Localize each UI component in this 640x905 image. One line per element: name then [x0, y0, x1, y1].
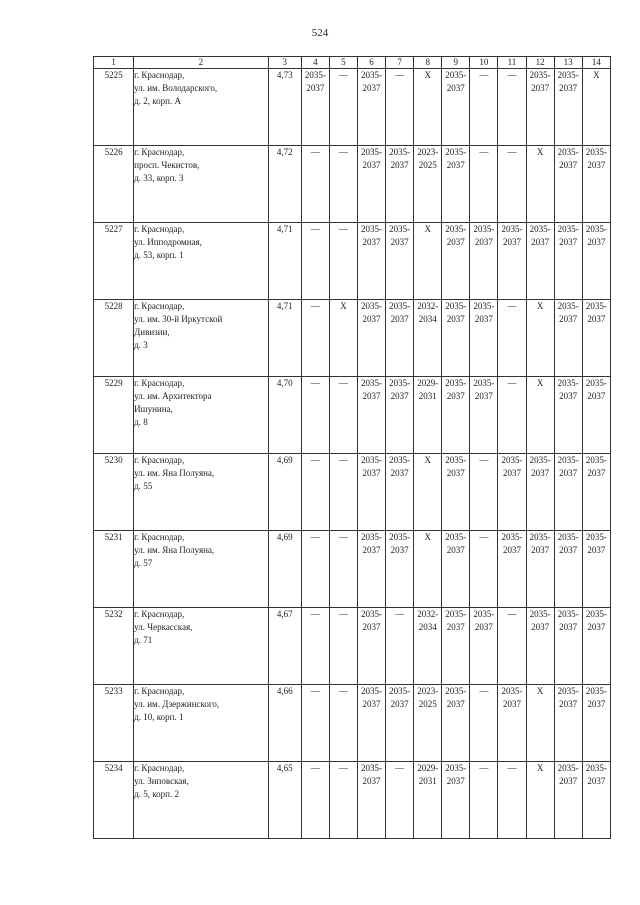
- row-number: 5230: [94, 454, 134, 531]
- table-row: [94, 531, 611, 608]
- row-number: 5232: [94, 608, 134, 685]
- period-cell-col-7: 2035- 2037: [386, 146, 414, 223]
- period-cell-col-8: 2029- 2031: [414, 762, 442, 839]
- period-cell-col-11: —: [498, 146, 526, 223]
- period-cell-col-13: 2035- 2037: [554, 608, 582, 685]
- value-cell: 4,66: [268, 685, 301, 762]
- column-header-11: 11: [498, 57, 526, 69]
- period-cell-col-5: —: [329, 608, 357, 685]
- address-line: ул. им. Володарского,: [134, 83, 218, 93]
- value-cell: 4,65: [268, 762, 301, 839]
- address-line: г. Краснодар,: [134, 224, 185, 234]
- period-cell-col-14: 2035- 2037: [582, 300, 610, 377]
- period-cell-col-10: 2035- 2037: [470, 223, 498, 300]
- address-cell: [134, 300, 269, 377]
- period-cell-col-13: 2035- 2037: [554, 69, 582, 146]
- period-cell-col-9: 2035- 2037: [442, 300, 470, 377]
- column-header-5: 5: [329, 57, 357, 69]
- address-line: г. Краснодар,: [134, 70, 185, 80]
- address-line: д. 55: [134, 481, 153, 491]
- period-cell-col-11: 2035- 2037: [498, 223, 526, 300]
- value-cell: 4,72: [268, 146, 301, 223]
- value-cell: 4,71: [268, 223, 301, 300]
- row-number: 5227: [94, 223, 134, 300]
- period-cell-col-6: 2035- 2037: [357, 685, 385, 762]
- period-cell-col-13: 2035- 2037: [554, 377, 582, 454]
- period-cell-col-4: —: [301, 377, 329, 454]
- period-cell-col-5: —: [329, 531, 357, 608]
- period-cell-col-7: 2035- 2037: [386, 531, 414, 608]
- period-cell-col-12: 2035- 2037: [526, 608, 554, 685]
- period-cell-col-7: 2035- 2037: [386, 223, 414, 300]
- period-cell-col-6: 2035- 2037: [357, 377, 385, 454]
- value-cell: 4,69: [268, 531, 301, 608]
- period-cell-col-9: 2035- 2037: [442, 685, 470, 762]
- period-cell-col-7: 2035- 2037: [386, 300, 414, 377]
- period-cell-col-14: 2035- 2037: [582, 608, 610, 685]
- address-cell: [134, 685, 269, 762]
- column-header-6: 6: [357, 57, 385, 69]
- address-cell: [134, 69, 269, 146]
- period-cell-col-9: 2035- 2037: [442, 762, 470, 839]
- address-line: г. Краснодар,: [134, 147, 185, 157]
- value-cell: 4,67: [268, 608, 301, 685]
- column-header-2: 2: [134, 57, 269, 69]
- period-cell-col-11: —: [498, 762, 526, 839]
- address-line: ул. им. 30-й Иркутской: [134, 314, 223, 324]
- row-number: 5233: [94, 685, 134, 762]
- address-line: просп. Чекистов,: [134, 160, 200, 170]
- period-cell-col-13: 2035- 2037: [554, 146, 582, 223]
- period-cell-col-5: —: [329, 69, 357, 146]
- period-cell-col-14: 2035- 2037: [582, 762, 610, 839]
- period-cell-col-11: —: [498, 300, 526, 377]
- address-line: д. 3: [134, 340, 148, 350]
- table-row: [94, 377, 611, 454]
- address-line: г. Краснодар,: [134, 686, 185, 696]
- period-cell-col-9: 2035- 2037: [442, 223, 470, 300]
- period-cell-col-12: X: [526, 685, 554, 762]
- period-cell-col-10: —: [470, 685, 498, 762]
- address-line: г. Краснодар,: [134, 301, 185, 311]
- period-cell-col-8: 2023- 2025: [414, 146, 442, 223]
- data-table: [93, 56, 611, 839]
- period-cell-col-4: 2035- 2037: [301, 69, 329, 146]
- period-cell-col-12: 2035- 2037: [526, 531, 554, 608]
- period-cell-col-13: 2035- 2037: [554, 685, 582, 762]
- address-line: ул. им. Яна Полуяна,: [134, 545, 215, 555]
- period-cell-col-13: 2035- 2037: [554, 762, 582, 839]
- address-line: ул. Черкасская,: [134, 622, 193, 632]
- address-line: г. Краснодар,: [134, 532, 185, 542]
- period-cell-col-8: 2032- 2034: [414, 608, 442, 685]
- address-line: ул. им. Архитектора: [134, 391, 212, 401]
- period-cell-col-6: 2035- 2037: [357, 300, 385, 377]
- period-cell-col-12: X: [526, 377, 554, 454]
- period-cell-col-12: X: [526, 146, 554, 223]
- period-cell-col-11: 2035- 2037: [498, 685, 526, 762]
- address-line: г. Краснодар,: [134, 378, 185, 388]
- column-header-10: 10: [470, 57, 498, 69]
- period-cell-col-5: —: [329, 685, 357, 762]
- address-line: г. Краснодар,: [134, 763, 185, 773]
- table-row: [94, 69, 611, 146]
- period-cell-col-12: X: [526, 300, 554, 377]
- period-cell-col-4: —: [301, 608, 329, 685]
- address-line: д. 2, корп. А: [134, 96, 181, 106]
- value-cell: 4,71: [268, 300, 301, 377]
- period-cell-col-8: 2023- 2025: [414, 685, 442, 762]
- period-cell-col-12: 2035- 2037: [526, 454, 554, 531]
- address-line: ул. им. Яна Полуяна,: [134, 468, 215, 478]
- period-cell-col-4: —: [301, 531, 329, 608]
- address-cell: [134, 146, 269, 223]
- period-cell-col-5: —: [329, 146, 357, 223]
- period-cell-col-7: —: [386, 608, 414, 685]
- table-row: [94, 762, 611, 839]
- period-cell-col-14: X: [582, 69, 610, 146]
- column-header-12: 12: [526, 57, 554, 69]
- column-header-4: 4: [301, 57, 329, 69]
- period-cell-col-9: 2035- 2037: [442, 377, 470, 454]
- address-cell: [134, 762, 269, 839]
- period-cell-col-4: —: [301, 685, 329, 762]
- period-cell-col-4: —: [301, 762, 329, 839]
- address-line: ул. им. Дзержинского,: [134, 699, 220, 709]
- period-cell-col-4: —: [301, 300, 329, 377]
- period-cell-col-7: 2035- 2037: [386, 454, 414, 531]
- table-row: [94, 146, 611, 223]
- column-header-7: 7: [386, 57, 414, 69]
- period-cell-col-13: 2035- 2037: [554, 223, 582, 300]
- column-header-8: 8: [414, 57, 442, 69]
- period-cell-col-5: —: [329, 223, 357, 300]
- row-number: 5225: [94, 69, 134, 146]
- period-cell-col-9: 2035- 2037: [442, 454, 470, 531]
- address-cell: [134, 223, 269, 300]
- address-cell: [134, 531, 269, 608]
- row-number: 5234: [94, 762, 134, 839]
- address-line: д. 5, корп. 2: [134, 789, 179, 799]
- period-cell-col-14: 2035- 2037: [582, 377, 610, 454]
- period-cell-col-9: 2035- 2037: [442, 69, 470, 146]
- period-cell-col-7: —: [386, 69, 414, 146]
- period-cell-col-11: —: [498, 69, 526, 146]
- period-cell-col-6: 2035- 2037: [357, 146, 385, 223]
- period-cell-col-8: X: [414, 531, 442, 608]
- address-line: д. 8: [134, 417, 148, 427]
- table-row: [94, 300, 611, 377]
- period-cell-col-11: 2035- 2037: [498, 531, 526, 608]
- period-cell-col-6: 2035- 2037: [357, 531, 385, 608]
- address-cell: [134, 608, 269, 685]
- period-cell-col-4: —: [301, 146, 329, 223]
- period-cell-col-10: 2035- 2037: [470, 377, 498, 454]
- address-line: г. Краснодар,: [134, 455, 185, 465]
- value-cell: 4,70: [268, 377, 301, 454]
- period-cell-col-10: 2035- 2037: [470, 300, 498, 377]
- column-header-9: 9: [442, 57, 470, 69]
- address-line: г. Краснодар,: [134, 609, 185, 619]
- period-cell-col-14: 2035- 2037: [582, 685, 610, 762]
- period-cell-col-10: —: [470, 531, 498, 608]
- period-cell-col-12: 2035- 2037: [526, 223, 554, 300]
- period-cell-col-8: X: [414, 223, 442, 300]
- column-header-13: 13: [554, 57, 582, 69]
- table-row: [94, 685, 611, 762]
- period-cell-col-6: 2035- 2037: [357, 223, 385, 300]
- value-cell: 4,69: [268, 454, 301, 531]
- address-line: Ишунина,: [134, 404, 173, 414]
- address-line: ул. Зиповская,: [134, 776, 189, 786]
- period-cell-col-14: 2035- 2037: [582, 531, 610, 608]
- period-cell-col-10: 2035- 2037: [470, 608, 498, 685]
- period-cell-col-4: —: [301, 223, 329, 300]
- period-cell-col-14: 2035- 2037: [582, 223, 610, 300]
- period-cell-col-7: 2035- 2037: [386, 377, 414, 454]
- period-cell-col-4: —: [301, 454, 329, 531]
- page-number: 524: [311, 27, 329, 39]
- period-cell-col-14: 2035- 2037: [582, 146, 610, 223]
- period-cell-col-8: 2032- 2034: [414, 300, 442, 377]
- period-cell-col-13: 2035- 2037: [554, 300, 582, 377]
- period-cell-col-10: —: [470, 762, 498, 839]
- table-row: [94, 223, 611, 300]
- address-line: д. 10, корп. 1: [134, 712, 184, 722]
- period-cell-col-6: 2035- 2037: [357, 608, 385, 685]
- table-row: [94, 608, 611, 685]
- period-cell-col-8: X: [414, 69, 442, 146]
- address-line: Дивизии,: [134, 327, 170, 337]
- table-row: [94, 454, 611, 531]
- address-line: д. 57: [134, 558, 153, 568]
- row-number: 5231: [94, 531, 134, 608]
- column-header-1: 1: [94, 57, 134, 69]
- period-cell-col-5: —: [329, 762, 357, 839]
- address-cell: [134, 377, 269, 454]
- period-cell-col-7: —: [386, 762, 414, 839]
- period-cell-col-6: 2035- 2037: [357, 69, 385, 146]
- row-number: 5226: [94, 146, 134, 223]
- period-cell-col-10: —: [470, 69, 498, 146]
- column-header-3: 3: [268, 57, 301, 69]
- period-cell-col-5: —: [329, 454, 357, 531]
- address-line: д. 33, корп. 3: [134, 173, 184, 183]
- address-line: д. 71: [134, 635, 153, 645]
- address-line: д. 53, корп. 1: [134, 250, 184, 260]
- period-cell-col-10: —: [470, 454, 498, 531]
- period-cell-col-14: 2035- 2037: [582, 454, 610, 531]
- period-cell-col-11: —: [498, 377, 526, 454]
- row-number: 5228: [94, 300, 134, 377]
- period-cell-col-10: —: [470, 146, 498, 223]
- value-cell: 4,73: [268, 69, 301, 146]
- period-cell-col-8: X: [414, 454, 442, 531]
- period-cell-col-11: —: [498, 608, 526, 685]
- period-cell-col-12: 2035- 2037: [526, 69, 554, 146]
- period-cell-col-13: 2035- 2037: [554, 531, 582, 608]
- period-cell-col-8: 2029- 2031: [414, 377, 442, 454]
- address-cell: [134, 454, 269, 531]
- period-cell-col-9: 2035- 2037: [442, 608, 470, 685]
- period-cell-col-13: 2035- 2037: [554, 454, 582, 531]
- period-cell-col-9: 2035- 2037: [442, 146, 470, 223]
- period-cell-col-5: —: [329, 377, 357, 454]
- period-cell-col-7: 2035- 2037: [386, 685, 414, 762]
- period-cell-col-6: 2035- 2037: [357, 762, 385, 839]
- address-line: ул. Ипподромная,: [134, 237, 202, 247]
- period-cell-col-5: X: [329, 300, 357, 377]
- period-cell-col-6: 2035- 2037: [357, 454, 385, 531]
- period-cell-col-12: X: [526, 762, 554, 839]
- column-header-14: 14: [582, 57, 610, 69]
- period-cell-col-11: 2035- 2037: [498, 454, 526, 531]
- period-cell-col-9: 2035- 2037: [442, 531, 470, 608]
- row-number: 5229: [94, 377, 134, 454]
- header-row: [94, 57, 611, 69]
